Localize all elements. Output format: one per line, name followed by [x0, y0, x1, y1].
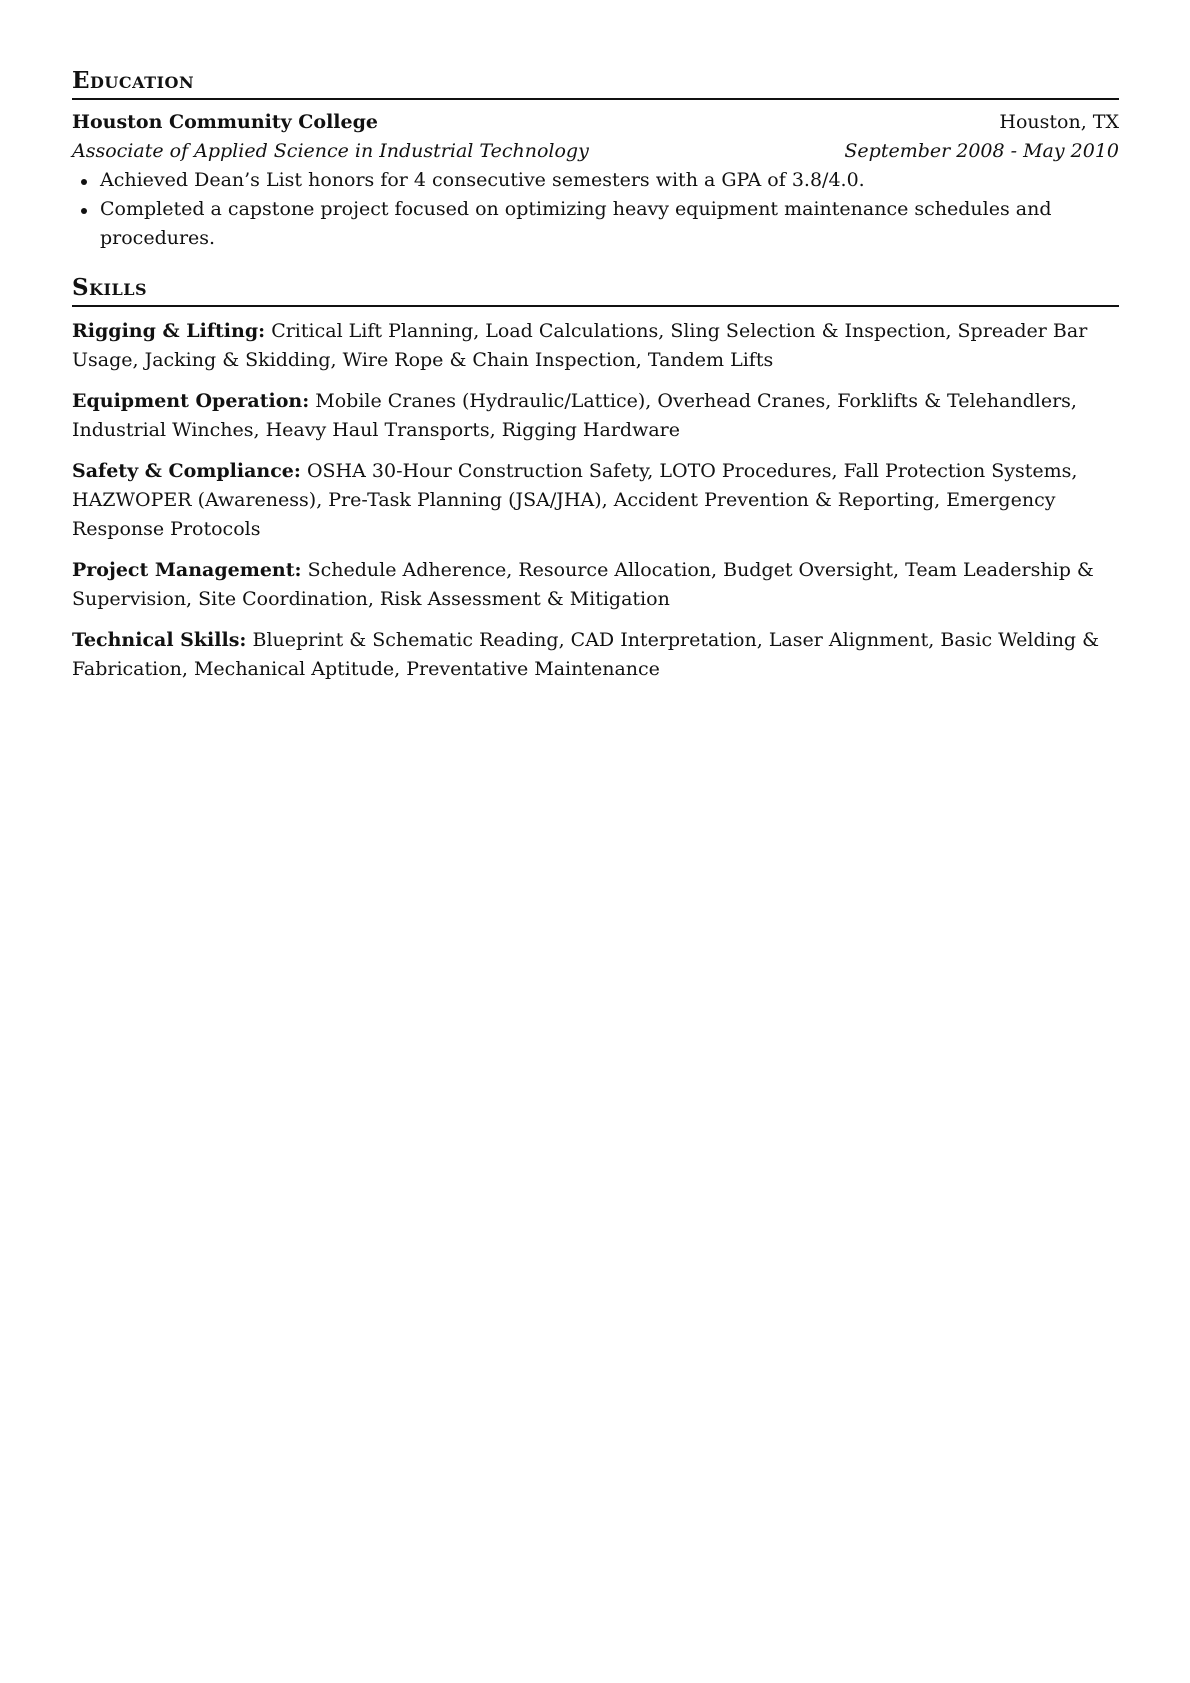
skill-group-label: Safety & Compliance: [72, 460, 301, 482]
skill-group-text: Mobile Cranes (Hydraulic/Lattice), Overhead Cranes, Forklifts & Telehandlers, Industrial Winches, Heavy Haul Transports, Rigging Hardware [72, 390, 1077, 441]
education-bullet-list [72, 166, 1119, 253]
skill-group-project-management [72, 556, 1119, 614]
resume-page [72, 66, 1119, 704]
education-degree-row [72, 137, 1119, 166]
school-name: Houston Community College [72, 111, 378, 133]
skill-group-label: Equipment Operation: [72, 390, 310, 412]
education-heading: Education [72, 66, 1119, 100]
school-location: Houston, TX [999, 111, 1119, 133]
skill-group-equipment [72, 387, 1119, 445]
skill-group-text: Critical Lift Planning, Load Calculations, Sling Selection & Inspection, Spreader Bar Usage, Jacking & Skidding, Wire Rope & Chain Inspection, Tandem Lifts [72, 320, 1088, 371]
skills-heading: Skills [72, 273, 1119, 307]
skill-group-text: Blueprint & Schematic Reading, CAD Interpretation, Laser Alignment, Basic Welding & Fabrication, Mechanical Aptitude, Preventative Maintenance [72, 629, 1100, 680]
skills-section [72, 273, 1119, 684]
skill-group-technical [72, 626, 1119, 684]
skill-group-label: Rigging & Lifting: [72, 320, 266, 342]
education-section [72, 66, 1119, 253]
skill-group-text: Schedule Adherence, Resource Allocation, Budget Oversight, Team Leadership & Supervision, Site Coordination, Risk Assessment & Mitigation [72, 559, 1094, 610]
education-bullet: Completed a capstone project focused on optimizing heavy equipment maintenance schedules and procedures. [100, 195, 1119, 253]
education-bullet: Achieved Dean’s List honors for 4 consecutive semesters with a GPA of 3.8/4.0. [100, 166, 1119, 195]
degree-dates: September 2008 - May 2010 [844, 140, 1119, 162]
skill-group-label: Project Management: [72, 559, 302, 581]
skill-group-safety [72, 457, 1119, 544]
skill-group-rigging [72, 317, 1119, 375]
education-school-row [72, 108, 1119, 137]
skill-group-text: OSHA 30-Hour Construction Safety, LOTO Procedures, Fall Protection Systems, HAZWOPER (Awareness), Pre-Task Planning (JSA/JHA), Accident Prevention & Reporting, Emergency Response Protocols [72, 460, 1078, 540]
skill-group-label: Technical Skills: [72, 629, 247, 651]
degree-name: Associate of Applied Science in Industrial Technology [72, 140, 589, 162]
